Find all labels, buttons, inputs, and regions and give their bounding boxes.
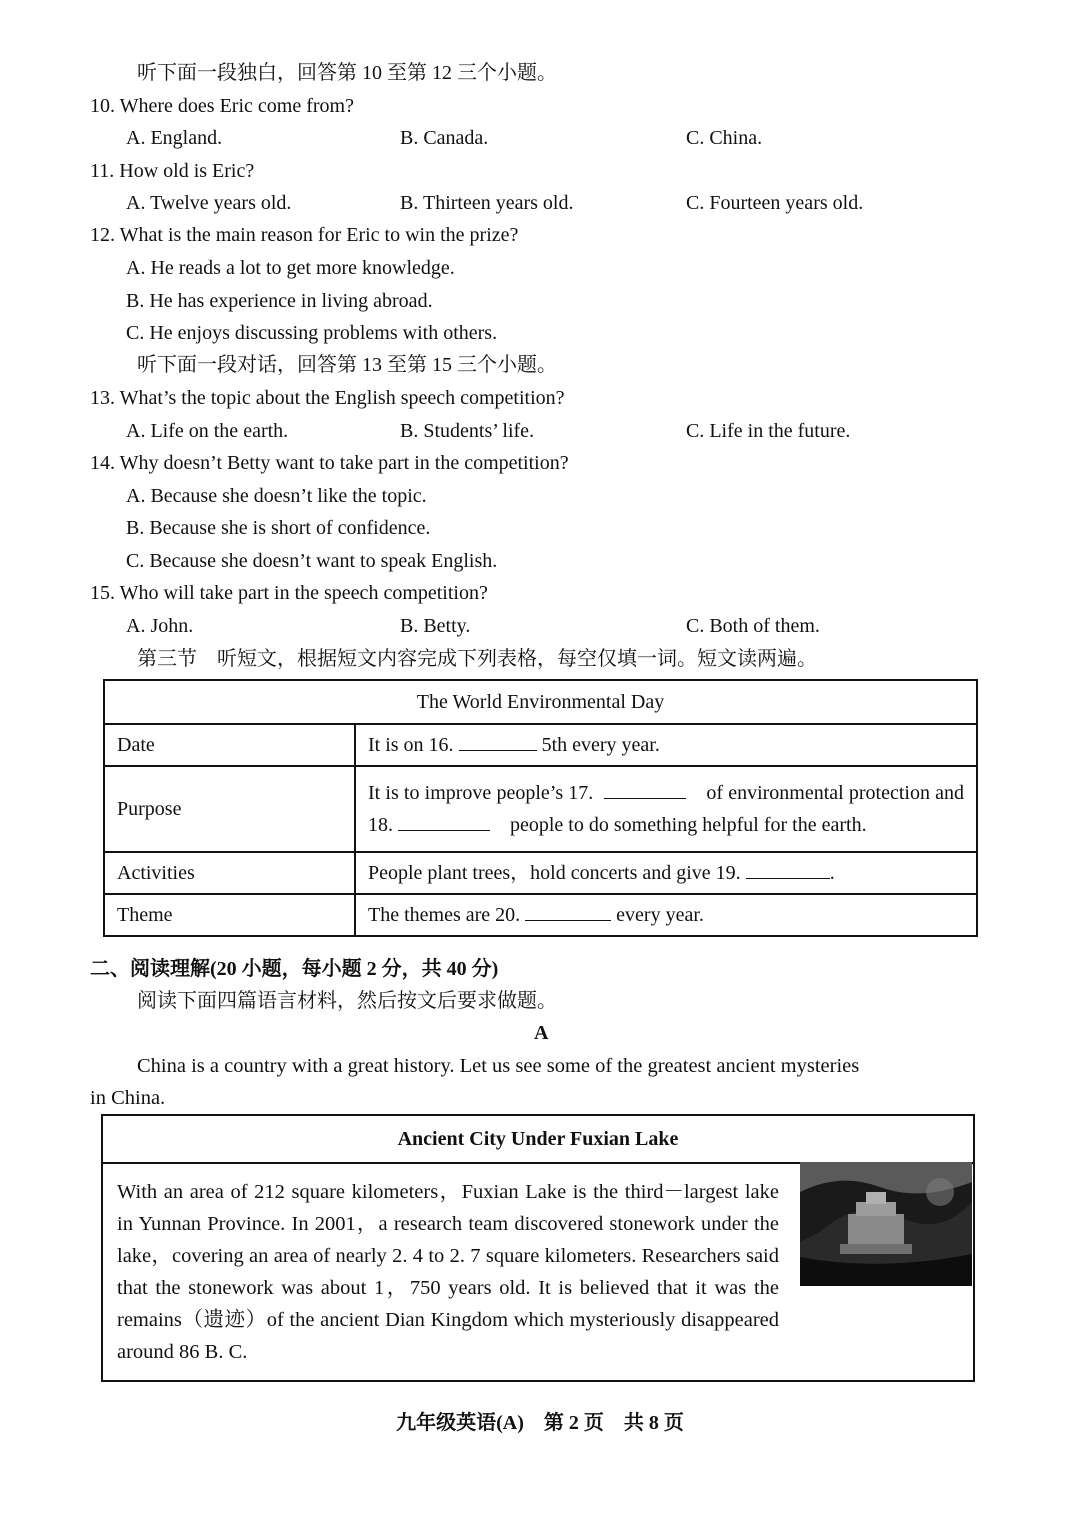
q15-option-c: C. Both of them. [686,615,820,637]
environmental-day-table [103,679,978,937]
q14-option-a: A. Because she doesn’t like the topic. [126,485,427,507]
passage-intro-line2: in China. [90,1087,166,1109]
passage-intro-line1: China is a country with a great history. Let us see some of the greatest ancient mysteries [137,1055,860,1077]
theme-text-post: every year. [616,904,704,926]
q15-option-a: A. John. [126,615,194,637]
question-15: 15. Who will take part in the speech competition? [90,582,488,604]
blank-16[interactable] [459,730,537,751]
purpose-text-3: people to do something helpful for the earth. [510,814,867,836]
reading-instruction: 阅读下面四篇语言材料，然后按文后要求做题。 [137,990,557,1012]
row-content-date [355,724,977,766]
table-row-purpose [104,766,977,852]
row-label-purpose: Purpose [104,766,355,852]
q15-option-b: B. Betty. [400,615,471,637]
ancient-ruins-photo-icon [800,1162,972,1286]
date-text-pre: It is on 16. [368,734,454,756]
section3-instruction: 第三节 听短文，根据短文内容完成下列表格，每空仅填一词。短文读两遍。 [137,648,817,670]
table-title: The World Environmental Day [104,680,977,724]
passage-box [101,1114,975,1382]
q13-option-b: B. Students’ life. [400,420,535,442]
purpose-text-2: of environmental protection and 18. [368,782,965,836]
blank-20[interactable] [525,900,611,921]
blank-17[interactable] [604,778,686,799]
question-14: 14. Why doesn’t Betty want to take part in the competition? [90,452,569,474]
box-title: Ancient City Under Fuxian Lake [103,1116,973,1164]
activities-text-post: . [829,862,835,884]
q12-option-c: C. He enjoys discussing problems with others. [126,322,498,344]
question-10: 10. Where does Eric come from? [90,95,354,117]
q14-option-b: B. Because she is short of confidence. [126,517,431,539]
q11-option-c: C. Fourteen years old. [686,192,864,214]
row-content-theme [355,894,977,936]
date-text-post: 5th every year. [541,734,660,756]
question-11: 11. How old is Eric? [90,160,255,182]
q13-option-a: A. Life on the earth. [126,420,289,442]
q14-option-c: C. Because she doesn’t want to speak English. [126,550,498,572]
row-content-activities [355,852,977,894]
q10-option-c: C. China. [686,127,763,149]
blank-18[interactable] [398,810,490,831]
q11-option-a: A. Twelve years old. [126,192,292,214]
q12-option-a: A. He reads a lot to get more knowledge. [126,257,455,279]
reading-heading: 二、阅读理解(20 小题，每小题 2 分，共 40 分) [90,958,499,980]
blank-19[interactable] [746,858,830,879]
q12-option-b: B. He has experience in living abroad. [126,290,433,312]
row-label-date: Date [104,724,355,766]
instruction-monologue: 听下面一段独白，回答第 10 至第 12 三个小题。 [137,62,557,84]
table-row-date [104,724,977,766]
q10-option-b: B. Canada. [400,127,489,149]
q10-option-a: A. England. [126,127,223,149]
box-text: With an area of 212 square kilometers，Fuxian Lake is the third－largest lake in Yunnan Province. In 2001，a research team discovered stonework under the lake，covering an area of nearly 2. 4 to 2. 7 square kilometers. Researchers said that the stonework was about 1，750 years old. It is believed that it was the remains（遗迹）of the ancient Dian Kingdom which mysteriously disappeared around 86 B. C. [117,1181,779,1363]
purpose-text-1: It is to improve people’s 17. [368,782,594,804]
theme-text-pre: The themes are 20. [368,904,521,926]
instruction-dialogue: 听下面一段对话，回答第 13 至第 15 三个小题。 [137,354,557,376]
activities-text-pre: People plant trees，hold concerts and give 19. [368,862,741,884]
q13-option-c: C. Life in the future. [686,420,851,442]
table-row-activities [104,852,977,894]
page-footer: 九年级英语(A) 第 2 页 共 8 页 [396,1412,684,1434]
q11-option-b: B. Thirteen years old. [400,192,574,214]
row-label-activities: Activities [104,852,355,894]
passage-label: A [534,1022,549,1044]
question-13: 13. What’s the topic about the English speech competition? [90,387,565,409]
table-row-theme [104,894,977,936]
question-12: 12. What is the main reason for Eric to win the prize? [90,224,519,246]
row-label-theme: Theme [104,894,355,936]
row-content-purpose [355,766,977,852]
